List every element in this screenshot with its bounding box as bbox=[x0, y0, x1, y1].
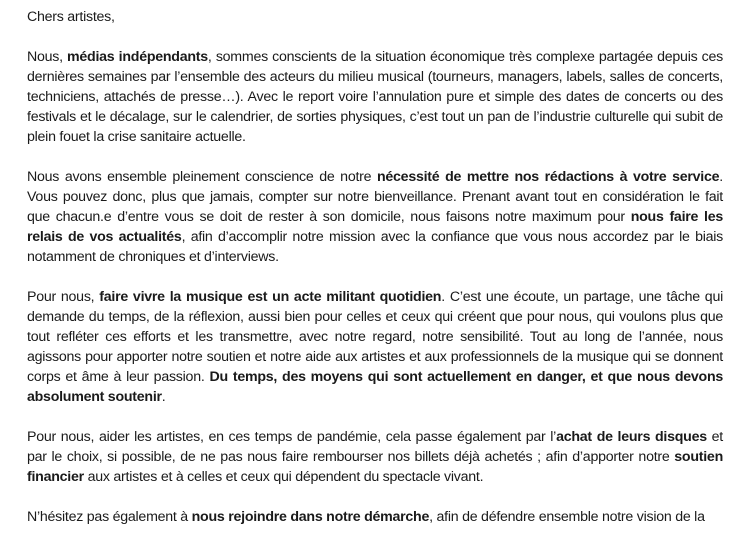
letter-paragraph bbox=[27, 507, 723, 527]
emphasized-text: achat de leurs disques bbox=[556, 429, 707, 445]
letter-paragraph bbox=[27, 427, 723, 487]
body-text: aux artistes et à celles et ceux qui dépendent du spectacle vivant. bbox=[83, 469, 484, 485]
body-text: . bbox=[161, 389, 166, 405]
body-text: Nous avons ensemble pleinement conscience de notre bbox=[27, 169, 377, 185]
emphasized-text: nous rejoindre dans notre démarche bbox=[191, 509, 430, 525]
body-text: Pour nous, aider les artistes, en ces temps de pandémie, cela passe également par l’ bbox=[27, 429, 557, 445]
body-text: Pour nous, bbox=[27, 289, 100, 305]
body-text: , afin d’accomplir notre mission avec la confiance que vous nous accordez par le biais notamment de chroniques et d’interviews. bbox=[27, 229, 724, 265]
emphasized-text: faire vivre la musique est un acte militant quotidien bbox=[99, 289, 442, 305]
body-text: N’hésitez pas également à bbox=[27, 509, 192, 525]
emphasized-text: Du temps, des moyens qui sont actuellement en danger, et que nous devons absolument soutenir bbox=[27, 369, 723, 405]
letter-paragraph bbox=[27, 167, 723, 267]
letter-document bbox=[27, 7, 723, 547]
body-text: , sommes conscients de la situation économique très complexe partagée depuis ces dernières semaines par l’ensemble des acteurs du milieu musical (tourneurs, managers, labels, salles de concerts, techniciens, attachés de presse…). Avec le report voire l’annulation pure et simple des dates de concerts ou des festivals et le décalage, sur le calendrier, de sorties physiques, c’est tout un pan de l’industrie culturelle qui subit de plein fouet la crise sanitaire actuelle. bbox=[27, 49, 723, 145]
body-text: . C’est une écoute, un partage, une tâche qui demande du temps, de la réflexion, aussi bien pour celles et ceux qui créent que pour nous, qui voulons plus que tout refléter ces efforts et les transmettre, avec notre regard, notre sensibilité. Tout au long de l’année, nous agissons pour apporter notre soutien et notre aide aux artistes et aux professionnels de la musique qui se donnent corps et âme à leur passion. bbox=[27, 289, 723, 385]
emphasized-text: nous faire les relais de vos actualités bbox=[27, 209, 723, 245]
body-text: , afin de défendre ensemble notre vision de la bbox=[429, 509, 705, 525]
emphasized-text: médias indépendants bbox=[67, 49, 208, 65]
emphasized-text: nécessité de mettre nos rédactions à votre service bbox=[376, 169, 720, 185]
body-text: et par le choix, si possible, de ne pas nous faire rembourser nos billets déjà achetés ; afin d’apporter notre bbox=[27, 429, 723, 465]
emphasized-text: soutien financier bbox=[27, 449, 723, 485]
letter-greeting: Chers artistes, bbox=[27, 9, 115, 25]
body-text: . Vous pouvez donc, plus que jamais, compter sur notre bienveillance. Prenant avant tout en considération le fait que chacun.e d’entre vous se doit de rester à son domicile, nous faisons notre maximum pour bbox=[27, 169, 723, 225]
letter-paragraph bbox=[27, 287, 723, 407]
letter-paragraph bbox=[27, 47, 723, 147]
letter-body bbox=[27, 47, 723, 527]
body-text: Nous, bbox=[27, 49, 68, 65]
